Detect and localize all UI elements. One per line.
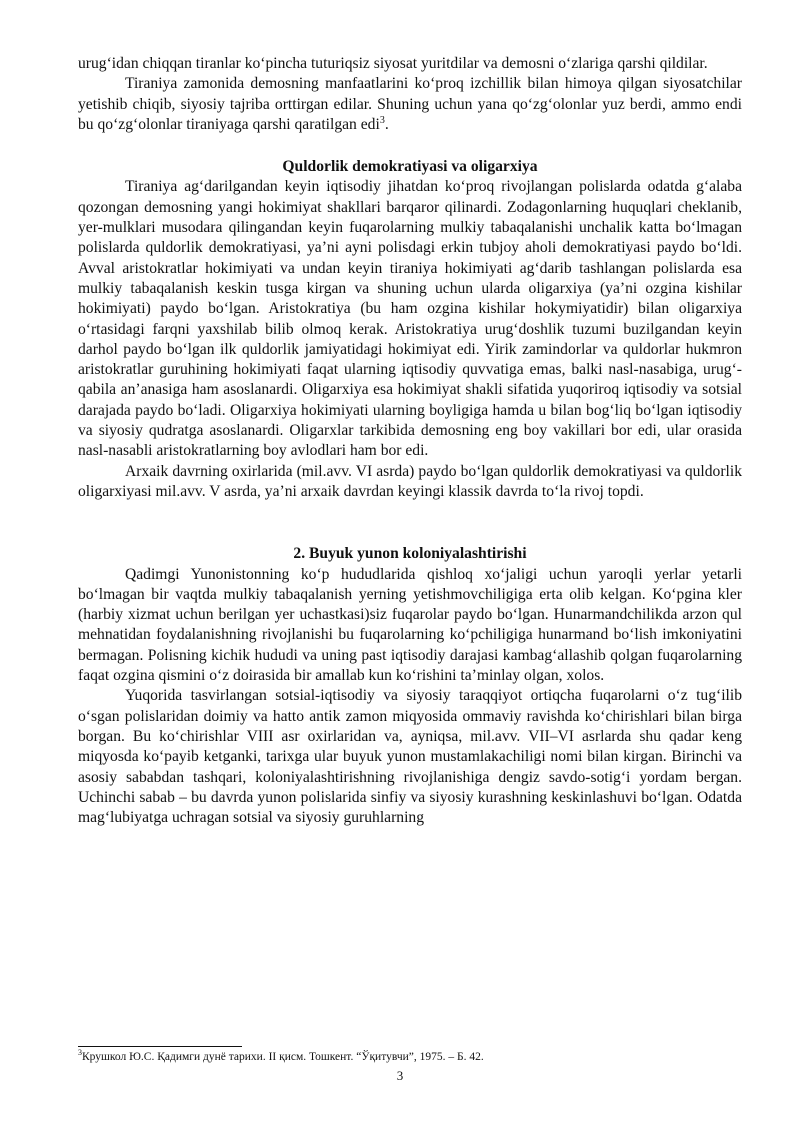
section-heading-greek-colonization: 2. Buyuk yunon koloniyalashtirishi [293, 545, 527, 563]
section2-paragraph-1: Qadimgi Yunonistonning ko‘p hududlarida qishloq xo‘jaligi uchun yaroqli yerlar yetarli bo‘lmagan bir vaqtda mulkiy tabaqalanish yerning yetishmovchiligiga erta olib kelgan. Ko‘pgina kler (harbiy xizmat uchun berilgan yer uchastkasi)siz fuqarolar paydo bo‘lgan. Hunarmandchilikda arzon qul mehnatidan foydalanishning rivojlanishi bu fuqarolarning ko‘pchiligiga hunarmand bo‘lish imkoniyatini bermagan. Polisning kichik hududi va uning past iqtisodiy darajasi kambag‘allashib qolgan fuqarolarning faqat ozgina qismini o‘z doirasida bir amallab kun ko‘rishini ta’minlay olgan, xolos. [78, 565, 742, 685]
footnote-separator [78, 1046, 242, 1047]
page-body [78, 54, 742, 828]
section1-paragraph-1: Tiraniya ag‘darilgandan keyin iqtisodiy jihatdan ko‘proq rivojlangan polislarda odatda g‘alaba qozongan demosning yangi hokimiyat shakllari barqaror qilinardi. Zodagonlarning huquqlari cheklanib, yer-mulklari musodara qilingandan keyin fuqarolarning mulkiy tabaqalanishi unchalik katta bo‘lmagan polislarda quldorlik demokratiyasi, ya’ni ayni polisdagi erkin tubjoy aholi demokratiyasi paydo bo‘ldi. Avval aristokratlar hokimiyati va undan keyin tiraniya hokimiyati ag‘darib tashlangan polislarda esa mulkiy tabaqalanish keskin tusga kirgan va shuning uchun ularda oligarxiya (ya’ni ozgina kishilar hokimiyati) paydo bo‘lgan. Aristokratiya (bu ham ozgina kishilar hokymiyatidir) bilan oligarxiya o‘rtasidagi farqni yaxshilab bilib olmoq kerak. Aristokratiya urug‘doshlik tuzumi buzilgandan keyin darhol paydo bo‘lgan ilk quldorlik jamiyatidagi hokimiyat edi. Yirik zamindorlar va quldorlar hukmron aristokratlar guruhining hokimiyati faqat ularning iqtisodiy quvvatiga emas, balki nasl-nasabiga, urug‘-qabila an’anasiga ham asoslanardi. Oligarxiya esa hokimiyat shakli sifatida yuqoriroq iqtisodiy va sotsial darajada paydo bo‘ladi. Oligarxiya hokimiyati ularning boyligiga hamda u bilan bog‘liq bo‘lgan iqtisodiy va siyosiy qudratga asoslanardi. Oligarxlar tarkibida demosning eng boy vakillari bor edi, ular orasida nasl-nasabli aristokratlarning boy avlodlari ham bor edi. [78, 178, 742, 460]
section2-paragraph-2: Yuqorida tasvirlangan sotsial-iqtisodiy va siyosiy taraqqiyot ortiqcha fuqarolarni o‘z tug‘ilib o‘sgan polislaridan doimiy va hatto antik zamon miqyosida ommaviy ravishda ko‘chirishlari bilan birga borgan. Bu ko‘chirishlar VIII asr oxirlaridan va, ayniqsa, mil.avv. VII–VI asrlarda shu qadar keng miqyosda ko‘payib ketganki, tarixga ular buyuk yunon mustamlakachiligi nomi bilan kirgan. Birinchi va asosiy sababdan tashqari, koloniyalashtirishning rivojlanishiga dengiz savdo-sotig‘i yordam bergan. Uchinchi sabab – bu davrda yunon polislarida sinfiy va siyosiy kurashning keskinlashuvi bo‘lgan. Odatda mag‘lubiyatga uchragan sotsial va siyosiy guruhlarning [78, 687, 742, 827]
section1-paragraph-2: Arxaik davrning oxirlarida (mil.avv. VI asrda) paydo bo‘lgan quldorlik demokratiyasi va quldorlik oligarxiyasi mil.avv. V asrda, ya’ni arxaik davrdan keyingi klassik davrda to‘la rivoj topdi. [78, 462, 742, 500]
page-number: 3 [396, 1068, 404, 1083]
intro-paragraph-2-text: Tiraniya zamonida demosning manfaatlarini ko‘proq izchillik bilan himoya qilgan siyosatchilar yetishib chiqib, siyosiy tajriba orttirgan edilar. Shuning uchun yana qo‘zg‘olonlar yuz berdi, ammo endi bu qo‘zg‘olonlar tiraniyaga qarshi qaratilgan edi [78, 75, 742, 133]
footnote-reference: 3 [379, 114, 385, 126]
intro-paragraph-1: urug‘idan chiqqan tiranlar ko‘pincha tuturiqsiz siyosat yuritdilar va demosni o‘zlariga qarshi qildilar. [78, 55, 708, 72]
spacer [78, 502, 742, 544]
footnote-text: Крушкол Ю.С. Қадимги дунё тарихи. II қисм. Тошкент. “Ўқитувчи”, 1975. – Б. 42. [82, 1051, 484, 1063]
footnote-marker: 3 [78, 1048, 82, 1058]
footnote [78, 1050, 742, 1064]
spacer [78, 135, 742, 157]
section-heading-slave-democracy: Quldorlik demokratiyasi va oligarxiya [282, 158, 538, 176]
intro-paragraph-2: Tiraniya zamonida demosning manfaatlarini ko‘proq izchillik bilan himoya qilgan siyosatchilar yetishib chiqib, siyosiy tajriba orttirgan edilar. Shuning uchun yana qo‘zg‘olonlar yuz berdi, ammo endi bu qo‘zg‘olonlar tiraniyaga qarshi qaratilgan edi$^3$. [78, 75, 742, 133]
